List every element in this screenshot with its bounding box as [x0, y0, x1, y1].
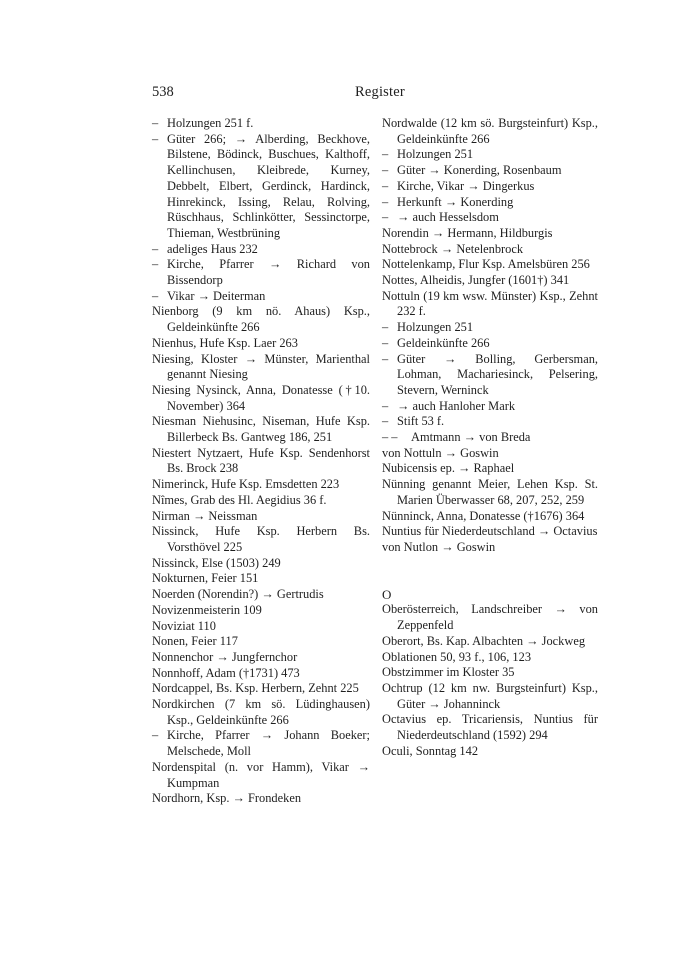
entry-text: Nissinck, Hufe Ksp. Herbern Bs. Vorsthövel 225 — [152, 524, 370, 554]
entry-text: Nünninck, Anna, Donatesse (†1676) 364 — [382, 508, 585, 523]
entry-text: Nimerinck, Hufe Ksp. Emsdetten 223 — [152, 477, 340, 492]
index-entry — [382, 289, 598, 320]
entry-text: Nordwalde (12 km sö. Burgsteinfurt) Ksp., Geldeinkünfte 266 — [382, 116, 598, 146]
entry-text: Nienhus, Hufe Ksp. Laer 263 — [152, 335, 298, 350]
index-subentry — [382, 430, 598, 446]
entry-text: Güter 266; → Alberding, Beckhove, Bilstene, Bödinck, Buschues, Kalthoff, Kellinchusen, Kleibrede, Kurney, Debbelt, Elbert, Gerdinck, Hardinck, Hinrekinck, Issing, Relau, Rolving, Rüschhaus, Schlinkötter, Sessinctorpe, Thieman, Westbrüning — [167, 131, 370, 240]
index-subentry — [382, 163, 598, 179]
subentry-dash: – — [152, 288, 159, 303]
index-subentry — [382, 352, 598, 399]
index-entry — [382, 257, 598, 273]
subentry-dash: – — [382, 210, 389, 225]
index-entry — [152, 650, 370, 666]
index-entry — [152, 477, 370, 493]
entry-text: von Nutlon → Goswin — [382, 539, 496, 554]
index-column-left — [152, 116, 370, 807]
index-entry — [382, 712, 598, 743]
index-subentry — [382, 320, 598, 336]
index-entry — [382, 242, 598, 258]
entry-text: Holzungen 251 — [397, 147, 474, 162]
entry-text: Amtmann → von Breda — [411, 430, 531, 445]
entry-text: Nottelenkamp, Flur Ksp. Amelsbüren 256 — [382, 257, 590, 272]
entry-text: Noerden (Norendin?) → Gertrudis — [152, 587, 324, 602]
entry-text: Güter → Bolling, Gerbersman, Lohman, Machariesinck, Pelsering, Stevern, Werninck — [397, 351, 598, 397]
entry-text: Kirche, Vikar → Dingerkus — [397, 178, 535, 193]
index-entry — [382, 116, 598, 147]
index-subentry — [382, 210, 598, 226]
index-column-right — [382, 116, 598, 759]
running-head: Register — [355, 84, 405, 100]
entry-text: Nubicensis ep. → Raphael — [382, 461, 515, 476]
page-number: 538 — [152, 84, 174, 100]
index-subentry — [382, 399, 598, 415]
entry-text: Nuntius für Niederdeutschland → Octavius — [382, 524, 598, 539]
subentry-dash: – — [152, 241, 159, 256]
index-entry — [152, 666, 370, 682]
entry-text: Nonnenchor → Jungfernchor — [152, 649, 298, 664]
entry-text: Nottebrock → Netelenbrock — [382, 241, 524, 256]
index-entry — [152, 414, 370, 445]
index-entry — [382, 461, 598, 477]
entry-text: Norendin → Hermann, Hildburgis — [382, 225, 553, 240]
entry-text: Geldeinkünfte 266 — [397, 335, 490, 350]
entry-text: Octavius ep. Tricariensis, Nuntius für Niederdeutschland (1592) 294 — [382, 712, 598, 743]
entry-text: Vikar → Deiterman — [167, 288, 266, 303]
entry-text: Güter → Konerding, Rosenbaum — [397, 163, 562, 178]
subentry-dash: – — [382, 178, 389, 193]
subentry-dash: – — [152, 131, 159, 146]
entry-text: Oberort, Bs. Kap. Albachten → Jockweg — [382, 633, 586, 648]
entry-text: Nirman → Neissman — [152, 508, 258, 523]
entry-text: Nottuln (19 km wsw. Münster) Ksp., Zehnt 232 f. — [382, 288, 598, 319]
index-entry — [152, 619, 370, 635]
entry-text: Niesing Nysinck, Anna, Donatesse (†10. November) 364 — [152, 382, 370, 413]
index-entry — [152, 681, 370, 697]
index-entry — [152, 304, 370, 335]
entry-text: Nonnhoff, Adam (†1731) 473 — [152, 665, 300, 680]
entry-text: Oberösterreich, Landschreiber → von Zeppenfeld — [382, 602, 598, 633]
entry-text: Nîmes, Grab des Hl. Aegidius 36 f. — [152, 492, 327, 507]
entry-text: Nordcappel, Bs. Ksp. Herbern, Zehnt 225 — [152, 681, 359, 696]
index-subentry — [152, 289, 370, 305]
subentry-dash: – — [382, 414, 389, 429]
entry-text: Holzungen 251 — [397, 320, 474, 335]
index-entry — [152, 587, 370, 603]
section-gap — [382, 556, 598, 587]
index-entry — [382, 681, 598, 712]
index-entry — [382, 524, 598, 540]
subentry-dash: – — [382, 147, 389, 162]
subentry-dash: – – — [382, 430, 398, 445]
entry-text: Nokturnen, Feier 151 — [152, 571, 259, 586]
index-entry — [152, 634, 370, 650]
index-subentry — [382, 179, 598, 195]
index-subentry — [152, 132, 370, 242]
entry-text: Niestert Nytzaert, Hufe Ksp. Sendenhorst Bs. Brock 238 — [152, 445, 370, 476]
index-entry — [382, 650, 598, 666]
index-entry — [382, 602, 598, 633]
index-subentry — [382, 195, 598, 211]
entry-text: Stift 53 f. — [397, 414, 445, 429]
subentry-dash: – — [382, 163, 389, 178]
index-entry — [382, 634, 598, 650]
entry-text: Nordenspital (n. vor Hamm), Vikar → Kumpman — [152, 759, 370, 790]
subentry-dash: – — [382, 351, 389, 366]
index-subentry — [152, 242, 370, 258]
index-entry — [382, 744, 598, 760]
index-entry — [152, 791, 370, 807]
subentry-dash: – — [152, 257, 159, 272]
entry-text: Nienborg (9 km nö. Ahaus) Ksp., Geldeinkünfte 266 — [152, 304, 370, 335]
index-entry — [382, 273, 598, 289]
index-entry — [152, 697, 370, 728]
entry-text: Nordhorn, Ksp. → Frondeken — [152, 791, 302, 806]
entry-text: Nottes, Alheidis, Jungfer (1601†) 341 — [382, 273, 570, 288]
entry-text: Obstzimmer im Kloster 35 — [382, 665, 515, 680]
entry-text: Ochtrup (12 km nw. Burgsteinfurt) Ksp., Güter → Johanninck — [382, 680, 598, 711]
subentry-dash: – — [382, 335, 389, 350]
index-entry — [152, 336, 370, 352]
subentry-dash: – — [152, 116, 159, 130]
subentry-dash: – — [382, 398, 389, 413]
index-entry — [152, 509, 370, 525]
index-entry — [152, 352, 370, 383]
subentry-dash: – — [382, 194, 389, 209]
index-entry — [382, 665, 598, 681]
index-entry — [152, 556, 370, 572]
entry-text: Kirche, Pfarrer → Johann Boeker; Melschede, Moll — [167, 728, 370, 759]
entry-text: Nissinck, Else (1503) 249 — [152, 555, 281, 570]
entry-text: Nonen, Feier 117 — [152, 634, 238, 649]
index-entry — [382, 477, 598, 508]
index-entry — [152, 760, 370, 791]
index-entry — [152, 446, 370, 477]
entry-text: → auch Hanloher Mark — [397, 398, 516, 413]
entry-text: Nordkirchen (7 km sö. Lüdinghausen) Ksp., Geldeinkünfte 266 — [152, 697, 370, 727]
index-entry — [152, 603, 370, 619]
entry-text: Kirche, Pfarrer → Richard von Bissendorp — [167, 257, 370, 288]
subentry-dash: – — [152, 728, 159, 743]
entry-text: Oblationen 50, 93 f., 106, 123 — [382, 649, 532, 664]
entry-text: Noviziat 110 — [152, 618, 216, 633]
index-entry — [152, 571, 370, 587]
index-entry — [382, 226, 598, 242]
entry-text: Nünning genannt Meier, Lehen Ksp. St. Marien Überwasser 68, 207, 252, 259 — [382, 477, 598, 507]
subentry-dash: – — [382, 320, 389, 335]
index-subentry — [152, 257, 370, 288]
entry-text: Niesing, Kloster → Münster, Marienthal genannt Niesing — [152, 351, 370, 382]
index-subentry — [382, 147, 598, 163]
entry-text: von Nottuln → Goswin — [382, 445, 499, 460]
index-entry — [382, 540, 598, 556]
entry-text: Herkunft → Konerding — [397, 194, 514, 209]
entry-text: Novizenmeisterin 109 — [152, 602, 262, 617]
index-entry — [152, 524, 370, 555]
entry-text: Holzungen 251 f. — [167, 116, 254, 130]
index-subentry — [382, 414, 598, 430]
entry-text: → auch Hesselsdom — [397, 210, 499, 225]
entry-text: Oculi, Sonntag 142 — [382, 743, 479, 758]
index-entry — [382, 509, 598, 525]
index-subentry — [152, 116, 370, 132]
index-subentry — [382, 336, 598, 352]
entry-text: Niesman Niehusinc, Niseman, Hufe Ksp. Billerbeck Bs. Gantweg 186, 251 — [152, 414, 370, 445]
index-subentry — [152, 728, 370, 759]
index-letter-heading: O — [382, 586, 392, 602]
index-entry — [382, 446, 598, 462]
index-entry — [152, 493, 370, 509]
index-entry — [152, 383, 370, 414]
entry-text: adeliges Haus 232 — [167, 241, 258, 256]
